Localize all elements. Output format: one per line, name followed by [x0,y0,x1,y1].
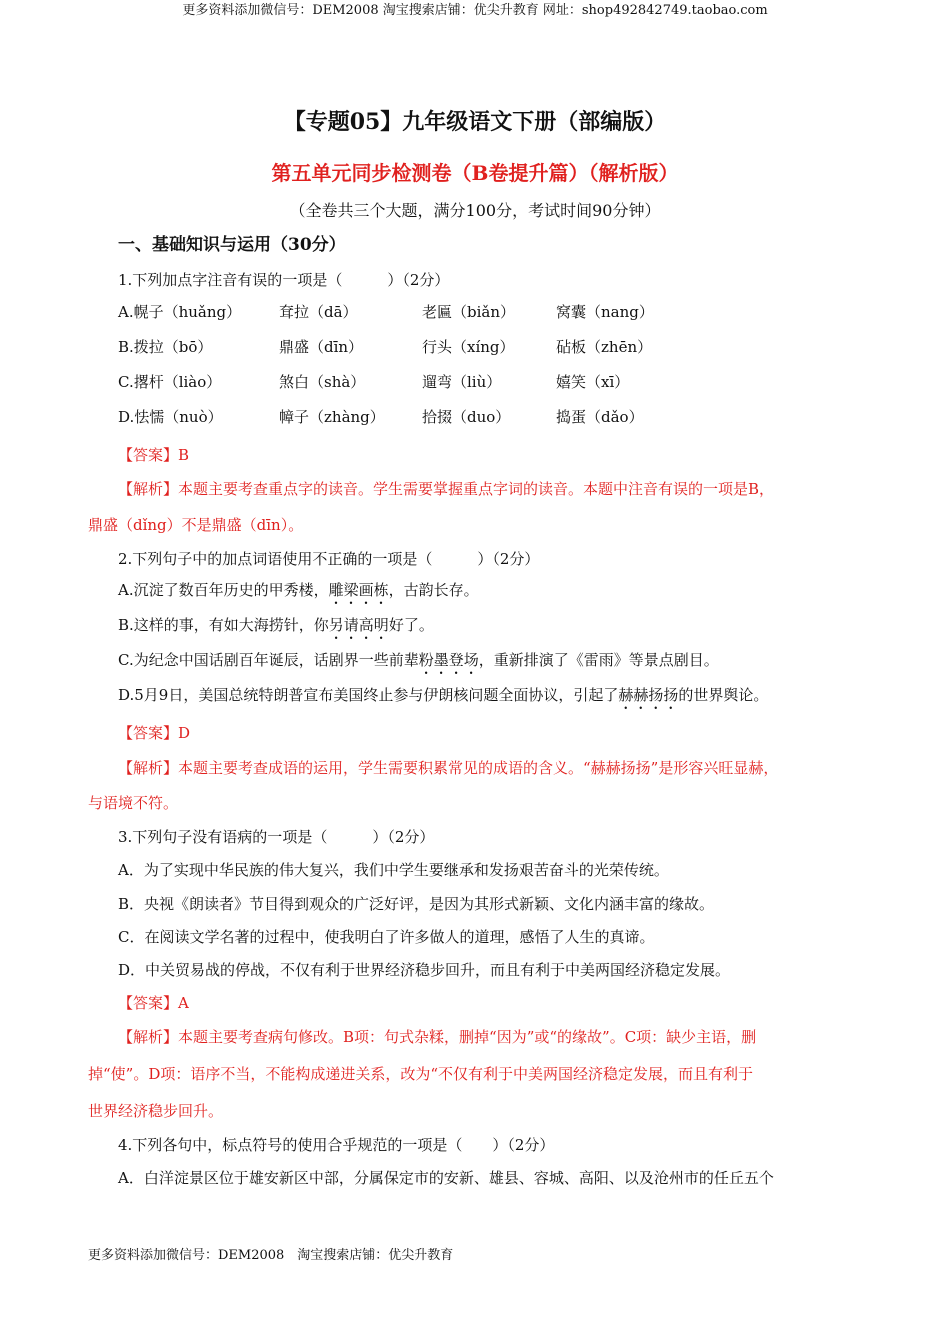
q2-option-d-post: 的世界舆论。 [678,686,769,704]
q2-option-d-pre: D.5月9日，美国总统特朗普宣布美国终止参与伊朗核问题全面协议，引起了 [118,686,619,704]
q1-option-a3: 老匾（biǎn） [422,303,516,321]
page-title: 【专题05】九年级语文下册（部编版） [283,109,667,135]
q2-option-c-pre: C.为纪念中国话剧百年诞辰，话剧界一些前辈 [118,651,419,669]
q1-option-c3: 遛弯（liù） [422,373,502,391]
q2-option-c-word: 粉墨登场 [418,651,479,669]
q1-option-b1: B.拨拉（bō） [118,338,213,356]
q1-stem: 1.下列加点字注音有误的一项是（ ）（2分） [118,271,450,289]
page-subtitle: 第五单元同步检测卷（B卷提升篇）（解析版） [271,161,679,185]
q1-option-d2: 幛子（zhàng） [279,408,385,426]
q3-analysis-line1: 【解析】本题主要考查病句修改。B项：句式杂糅，删掉“因为”或“的缘故”。C项：缺少主语，删 [118,1028,757,1046]
exam-note: （全卷共三个大题，满分100分，考试时间90分钟） [289,201,661,220]
q2-analysis-line1: 【解析】本题主要考查成语的运用，学生需要积累常见的成语的含义。“赫赫扬扬”是形容兴旺显赫， [118,759,779,777]
q1-option-d1: D.怯懦（nuò） [118,408,223,426]
q2-option-b-word: 另请高明 [328,616,389,634]
q2-option-b-post: 好了。 [388,616,434,634]
q1-option-a2: 耷拉（dā） [279,303,358,321]
q1-option-c1: C.撂杆（liào） [118,373,222,391]
q2-option-b-pre: B.这样的事，有如大海捞针，你 [118,616,329,634]
q1-option-d3: 拾掇（duo） [422,408,511,426]
footer-banner: 更多资料添加微信号：DEM2008 淘宝搜索店铺：优尖升教育 [88,1248,454,1263]
q4-option-a: A．白洋淀景区位于雄安新区中部，分属保定市的安新、雄县、容城、高阳、以及沧州市的任丘五个 [118,1169,774,1187]
q2-option-c-post: ，重新排演了《雷雨》等景点剧目。 [478,651,719,669]
q2-stem: 2.下列句子中的加点词语使用不正确的一项是（ ）（2分） [118,550,540,568]
q3-answer: 【答案】A [118,994,189,1012]
q3-option-c: C．在阅读文学名著的过程中，使我明白了许多做人的道理，感悟了人生的真谛。 [118,928,655,946]
q3-option-b: B．央视《朗读者》节目得到观众的广泛好评，是因为其形式新颖、文化内涵丰富的缘故。 [118,895,715,913]
q1-option-a4: 窝囊（nang） [556,303,654,321]
q1-answer: 【答案】B [118,446,190,464]
q3-option-a: A．为了实现中华民族的伟大复兴，我们中学生要继承和发扬艰苦奋斗的光荣传统。 [118,861,669,879]
q1-option-b4: 砧板（zhēn） [556,338,653,356]
q1-option-b3: 行头（xíng） [422,338,515,356]
q2-option-c [118,649,719,678]
q2-option-a [118,579,479,608]
q2-answer: 【答案】D [118,724,191,742]
q3-option-d: D．中关贸易战的停战，不仅有利于世界经济稳步回升，而且有利于中美两国经济稳定发展。 [118,961,731,979]
q1-analysis-line1: 【解析】本题主要考查重点字的读音。学生需要掌握重点字词的读音。本题中注音有误的一项是B， [118,480,775,498]
section-heading: 一、基础知识与运用（30分） [118,235,346,255]
q3-analysis-line2: 掉“使”。D项：语序不当，不能构成递进关系，改为“不仅有利于中美两国经济稳定发展，而且有利于 [88,1065,754,1083]
q1-option-a1: A.幌子（huǎng） [118,303,242,321]
q1-analysis-line2: 鼎盛（dǐng）不是鼎盛（dīn）。 [88,516,304,534]
q2-analysis-line2: 与语境不符。 [88,794,179,812]
q1-option-b2: 鼎盛（dīn） [279,338,364,356]
q2-option-b [118,614,434,643]
q2-option-d-word: 赫赫扬扬 [618,686,679,704]
q2-option-a-post: ，古韵长存。 [388,581,479,599]
q1-option-d4: 捣蛋（dǎo） [556,408,644,426]
q1-option-c4: 嬉笑（xī） [556,373,630,391]
q2-option-a-pre: A.沉淀了数百年历史的甲秀楼， [118,581,329,599]
q2-option-a-word: 雕梁画栋 [328,581,389,599]
q2-option-d [118,684,768,713]
q3-stem: 3.下列句子没有语病的一项是（ ）（2分） [118,828,435,846]
q1-option-c2: 煞白（shà） [279,373,366,391]
header-banner: 更多资料添加微信号：DEM2008 淘宝搜索店铺：优尖升教育 网址：shop492842749.taobao.com [182,3,768,18]
q3-analysis-line3: 世界经济稳步回升。 [88,1102,224,1120]
q4-stem: 4.下列各句中，标点符号的使用合乎规范的一项是（ ）（2分） [118,1136,555,1154]
